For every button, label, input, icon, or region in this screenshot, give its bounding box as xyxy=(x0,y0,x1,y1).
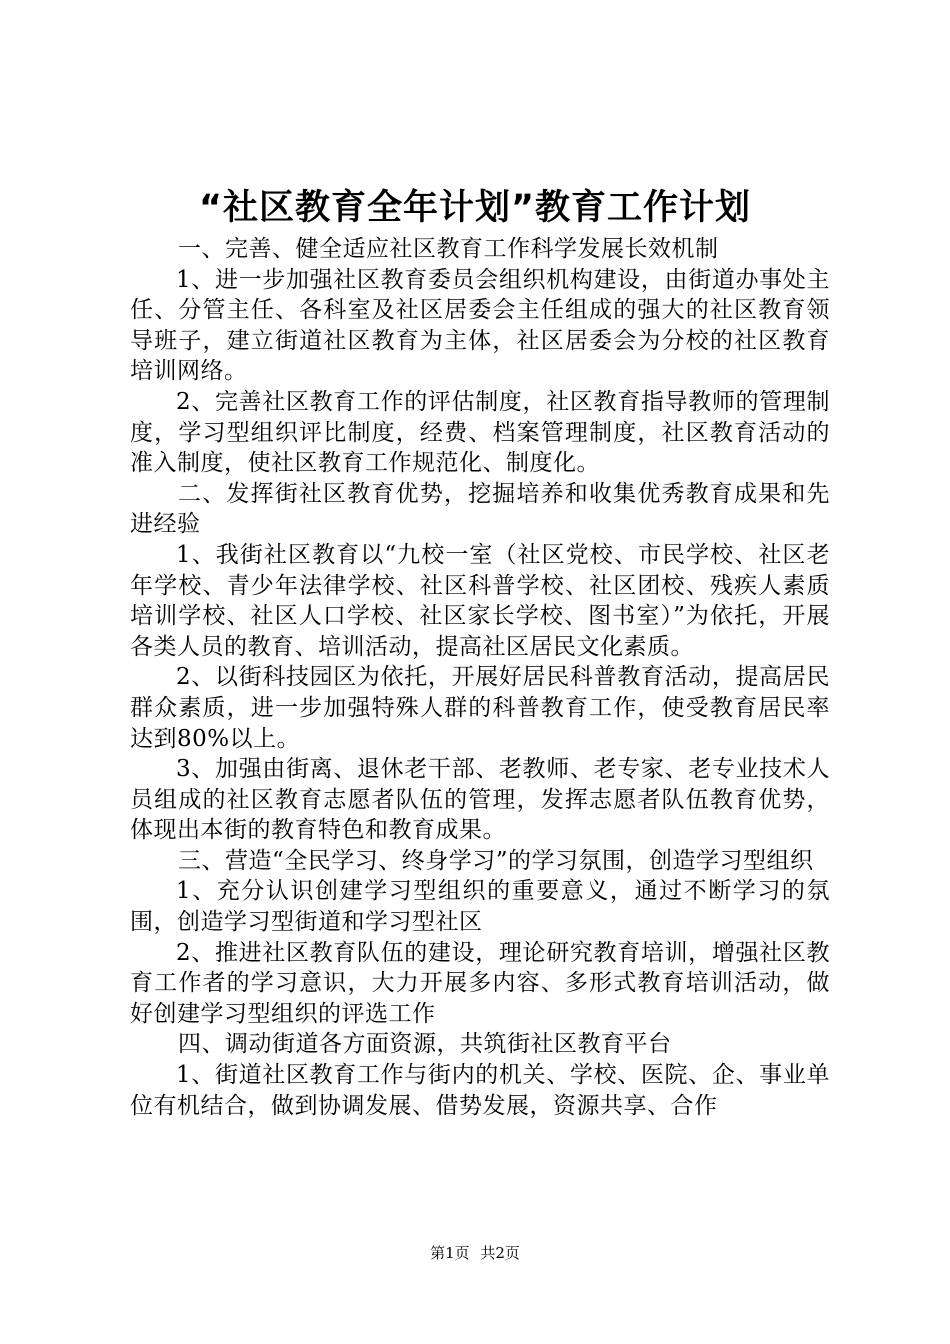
page-total: 共2页 xyxy=(480,1244,520,1262)
section-heading: 一、完善、健全适应社区教育工作科学发展长效机制 xyxy=(178,236,719,262)
paragraph: 2、以街科技园区为依托，开展好居民科普教育活动，提高居民群众素质，进一步加强特殊人群的科普教育工作，使受教育居民率达到80%以上。 xyxy=(130,664,830,752)
paragraph: 3、加强由街离、退休老干部、老教师、老专家、老专业技术人员组成的社区教育志愿者队伍的管理，发挥志愿者队伍教育优势，体现出本街的教育特色和教育成果。 xyxy=(130,756,830,844)
paragraph: 2、完善社区教育工作的评估制度，社区教育指导教师的管理制度，学习型组织评比制度，经费、档案管理制度，社区教育活动的准入制度，使社区教育工作规范化、制度化。 xyxy=(130,388,830,477)
paragraph: 1、充分认识创建学习型组织的重要意义，通过不断学习的氛围，创造学习型街道和学习型社区 xyxy=(130,878,830,936)
document-body xyxy=(130,234,830,1121)
document-title: “社区教育全年计划”教育工作计划 xyxy=(198,188,751,228)
section-heading: 三、营造“全民学习、终身学习”的学习氛围，创造学习型组织 xyxy=(178,847,814,874)
paragraph: 1、进一步加强社区教育委员会组织机构建设，由街道办事处主任、分管主任、各科室及社区居委会主任组成的强大的社区教育领导班子，建立街道社区教育为主体，社区居委会为分校的社区教育培训网络。 xyxy=(130,266,830,385)
page-number: 第1页 xyxy=(430,1244,470,1262)
section-heading: 四、调动街道各方面资源，共筑街社区教育平台 xyxy=(178,1031,672,1058)
page-footer xyxy=(0,1243,950,1263)
section-heading: 二、发挥街社区教育优势，挖掘培养和收集优秀教育成果和先进经验 xyxy=(130,480,830,538)
paragraph: 2、推进社区教育队伍的建设，理论研究教育培训，增强社区教育工作者的学习意识，大力开展多内容、多形式教育培训活动，做好创建学习型组织的评选工作 xyxy=(130,939,830,1027)
paragraph: 1、街道社区教育工作与街内的机关、学校、医院、企、事业单位有机结合，做到协调发展、借势发展，资源共享、合作 xyxy=(130,1062,830,1119)
paragraph: 1、我街社区教育以“九校一室（社区党校、市民学校、社区老年学校、青少年法律学校、社区科普学校、社区团校、残疾人素质培训学校、社区人口学校、社区家长学校、图书室）”为依托，开展各类人员的教育、培训活动，提高社区居民文化素质。 xyxy=(130,541,830,660)
